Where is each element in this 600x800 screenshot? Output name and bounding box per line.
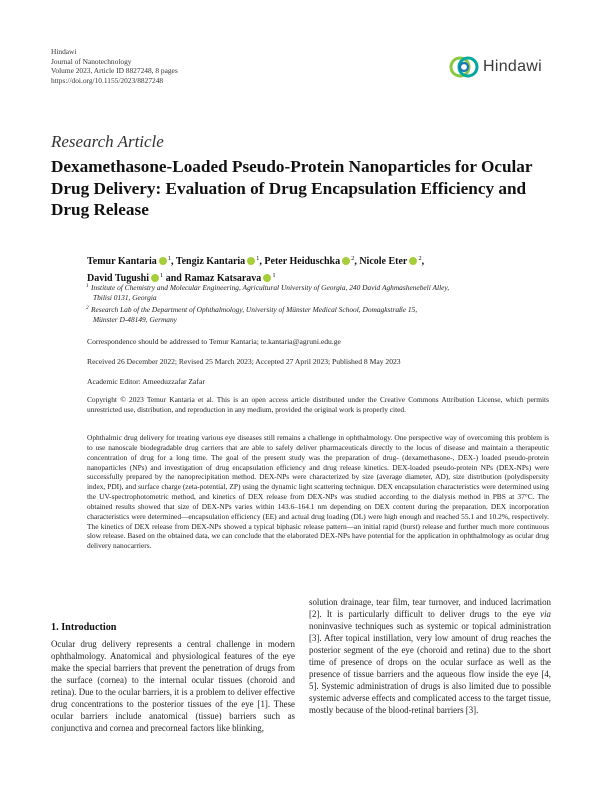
doi-link[interactable]: https://doi.org/10.1155/2023/8827248 (51, 75, 164, 85)
orcid-icon[interactable] (247, 257, 255, 265)
affiliation-2: 2 Research Lab of the Department of Ophthalmology, University of Münster Medical School, Domagkstraße 15, Münster D-48149, Germany (86, 305, 418, 324)
orcid-icon[interactable] (151, 274, 159, 282)
hindawi-logo-icon (449, 52, 479, 82)
article-dates: Received 26 December 2022; Revised 25 March 2023; Accepted 27 April 2023; Published 8 May 2023 (87, 357, 401, 366)
author-david-tugushi: David Tugushi $^1$ (87, 272, 164, 284)
academic-editor: Academic Editor: Ameeduzzafar Zafar (87, 377, 205, 386)
abstract: Ophthalmic drug delivery for treating various eye diseases still remains a challenge in ophthalmology. One perspective way of overcoming this problem is to use nanoscale biodegradable drug carriers that are able to safely deliver pharmaceuticals directly to the locus of disease and maintain a therapeutic concentration of drug for a long time. The goal of the present study was the preparation of drug- (dexamethasone-, DEX-) loaded pseudo-protein nanoparticles (NPs) and investigation of drug encapsulation efficiency and drug release kinetics. DEX-loaded pseudo-protein NPs (DEX-NPs) were successfully prepared by the nanoprecipitation method. DEX-NPs were characterized by size (average diameter, AD), size distribution (polydispersity index, PDI), and surface charge (zeta-potential, ZP) using the dynamic light scattering technique. DEX encapsulation characteristics were determined using the UV-spectrophotometric method, and kinetics of DEX release from DEX-NPs was studied according to the dialysis method in PBS at 37°C. The obtained results showed that size of DEX-NPs varies within 143.6–164.1 nm depending on DEX content during the preparation. DEX incorporation characteristics were determined—encapsulation efficiency (EE) and actual drug loading (DL) were high enough and reached 55.1 and 10.2%, respectively. The kinetics of DEX release from DEX-NPs showed a typical biphasic release pattern—an initial rapid (burst) release and further much more continuous slow release. Based on the obtained data, we can conclude that the elaborated DEX-NPs have potential for the application in ophthalmology as ocular drug delivery nanocarriers. (87, 433, 549, 551)
volume-line: Volume 2023, Article ID 8827248, 8 pages (51, 66, 178, 76)
author-peter-heiduschka: Peter Heiduschka $^2$, (264, 255, 357, 267)
hindawi-logo (449, 47, 559, 87)
article-title: Dexamethasone-Loaded Pseudo-Protein Nanoparticles for Ocular Drug Delivery: Evaluation of Drug Encapsulation Efficiency and Drug Release (51, 157, 533, 219)
intro-left-column: Ocular drug delivery represents a central challenge in modern ophthalmology. Anatomical and physiological features of the eye make the special barriers that prevent the penetration of drugs from the surface (cornea) to the internal ocular tissues (choroid and retina). Due to the ocular barriers, it is a problem to deliver effective drug concentrations to the posterior tissues of the eye [1]. These ocular barriers include anatomical (tissue) barriers such as conjunctiva and cornea and precorneal factors like blinking, (51, 639, 295, 734)
affiliations (87, 283, 547, 327)
author-tengiz-kantaria: Tengiz Kantaria $^1$, (175, 255, 262, 267)
orcid-icon[interactable] (409, 257, 417, 265)
journal-meta (51, 47, 178, 85)
author-nicole-eter: Nicole Eter $^2$, (359, 255, 425, 267)
section-heading-introduction: 1. Introduction (51, 622, 117, 633)
copyright-notice: Copyright © 2023 Temur Kantaria et al. This is an open access article distributed under the Creative Commons Attribution License, which permits unrestricted use, distribution, and reproduction in any medium, provided the original work is properly cited. (87, 395, 549, 414)
orcid-icon[interactable] (159, 257, 167, 265)
correspondence: Correspondence should be addressed to Temur Kantaria; te.kantaria@agruni.edu.ge (87, 337, 341, 346)
publisher-name: Hindawi (51, 47, 77, 56)
journal-name: Journal of Nanotechnology (51, 56, 132, 66)
orcid-icon[interactable] (263, 274, 271, 282)
affiliation-1: 1 Institute of Chemistry and Molecular Engineering, Agricultural University of Georgia, 240 David Aghmashenebeli Alley, Tbilisi 0131, Georgia (86, 283, 450, 302)
author-list (87, 252, 557, 286)
orcid-icon[interactable] (342, 257, 350, 265)
article-type: Research Article (51, 132, 164, 151)
intro-right-column: solution drainage, tear film, tear turnover, and induced lacrimation [2]. It is particularly difficult to deliver drugs to the eye via noninvasive techniques such as systemic or topical administration [3]. After topical instillation, very low amount of drug reaches the posterior segment of the eye (choroid and retina) due to the short time of presence of drops on the ocular surface as well as the presence of tissue barriers and the aqueous flow inside the eye [4, 5]. Systemic administration of drugs is also limited due to possible systemic adverse effects and complicated access to the target tissue, mostly because of the blood-retinal barriers [3]. (309, 597, 551, 716)
author-ramaz-katsarava: and Ramaz Katsarava $^1$ (165, 272, 276, 284)
author-temur-kantaria: Temur Kantaria $^1$, (87, 255, 174, 267)
hindawi-wordmark: Hindawi (483, 58, 543, 75)
